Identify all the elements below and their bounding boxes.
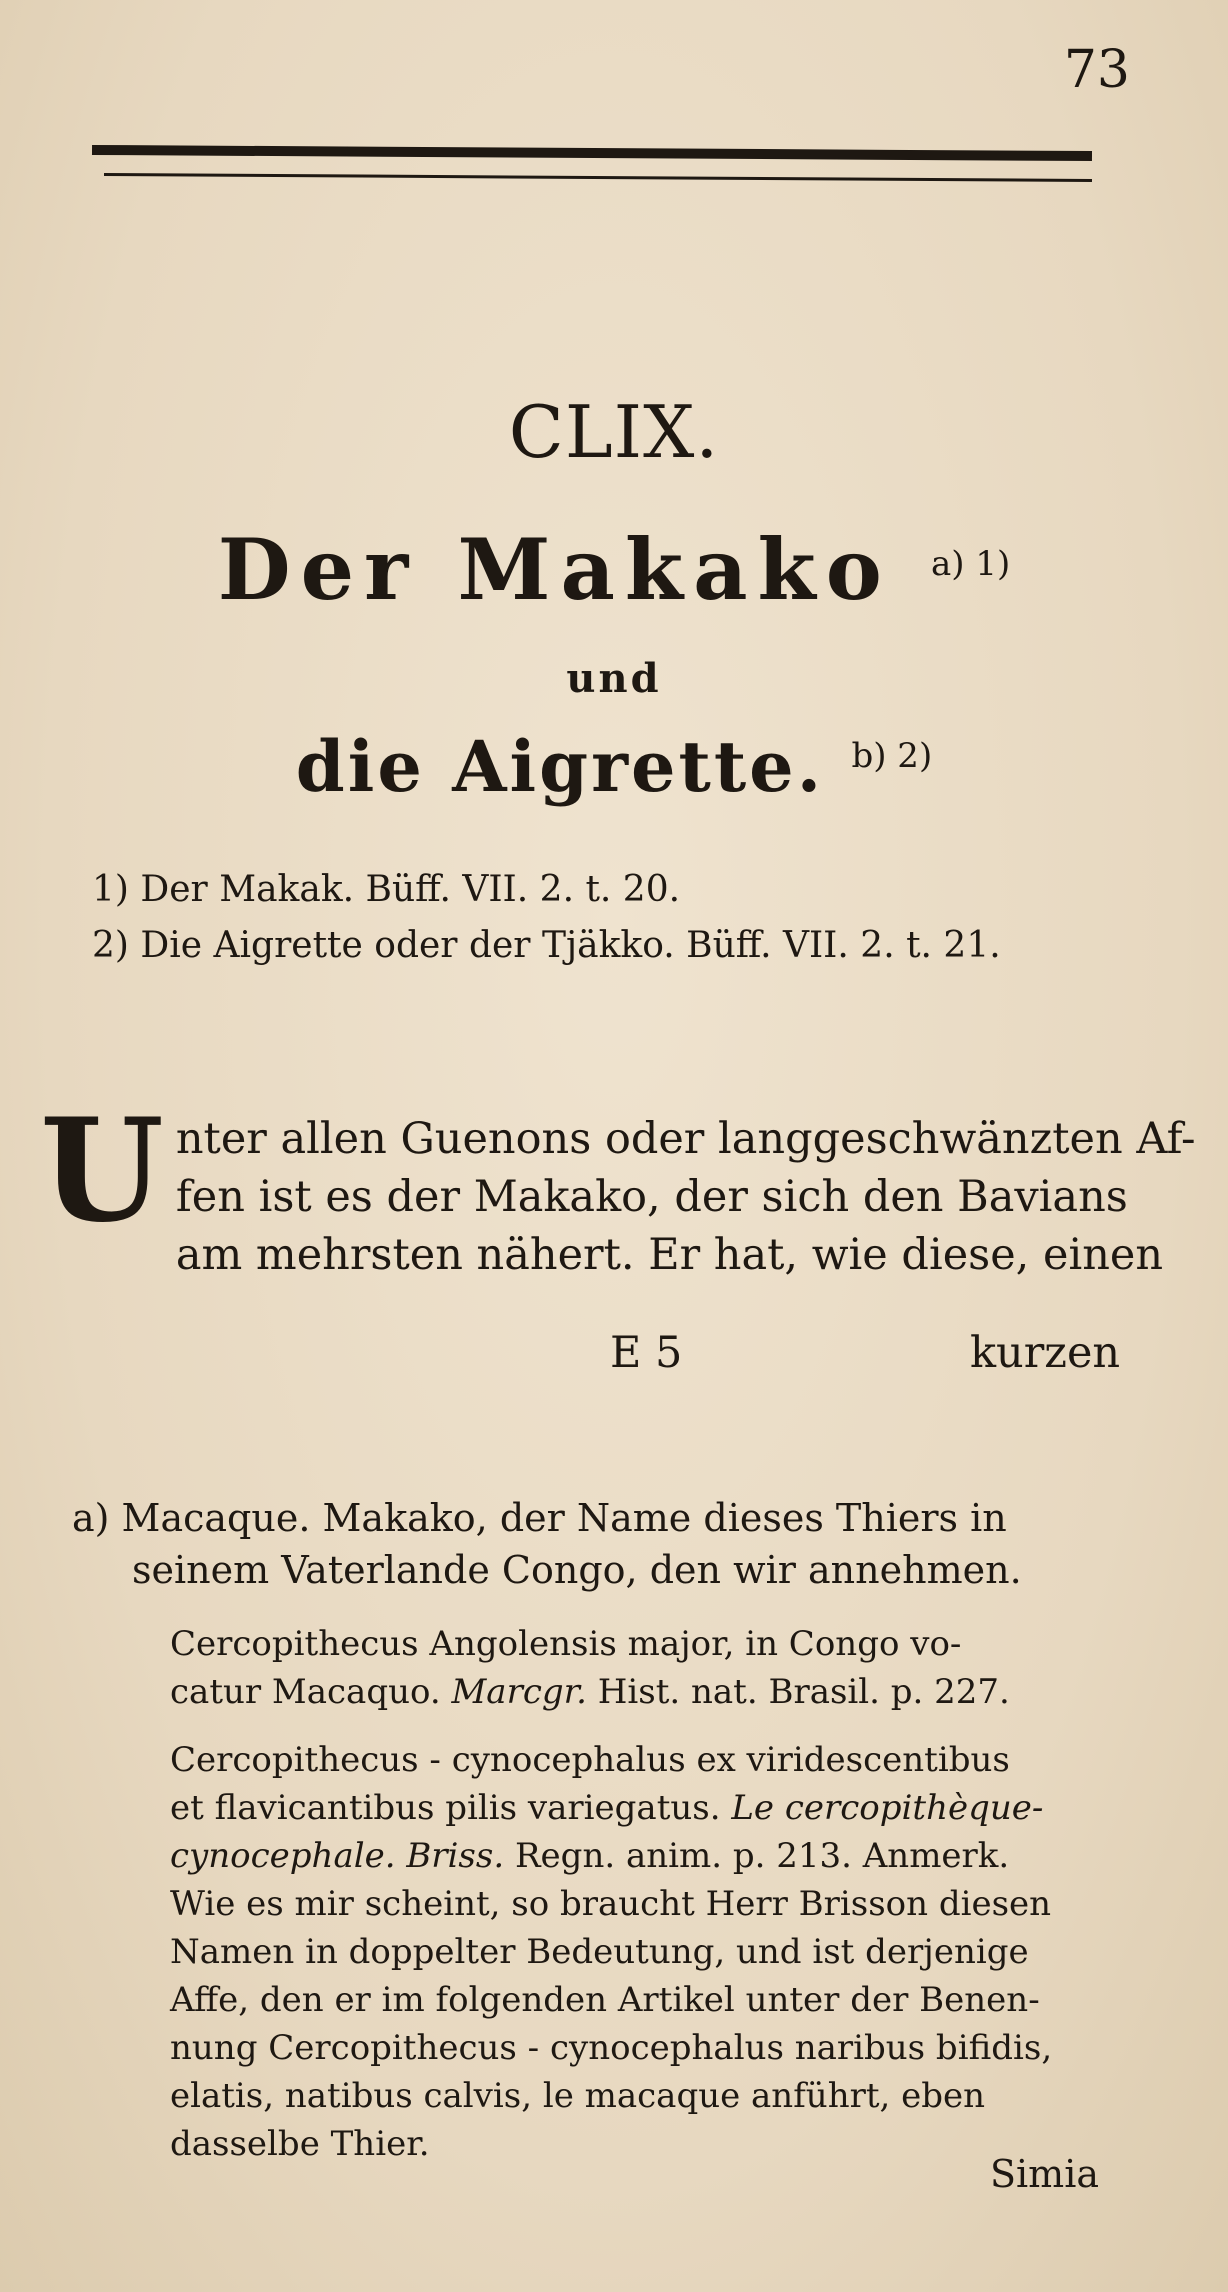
reference-item: 1) Der Makak. Büff. VII. 2. t. 20. [92,869,681,910]
footnote-italic: Le cercopithèque- [731,1788,1044,1828]
footnote-line [170,1668,1112,1716]
drop-cap: U [40,1088,164,1254]
title-aigrette-text: die Aigrette. [295,725,825,808]
header-rule-thick [92,145,1092,161]
footnote-line [170,1832,1112,1880]
footnote-text: catur Macaquo. [170,1672,441,1712]
title-makako [0,520,1228,619]
main-paragraph [40,1088,1196,1284]
text-line: fen ist es der Makako, der sich den Bavians [175,1172,1128,1222]
page-number: 73 [1063,40,1130,100]
chapter-number: CLIX. [508,390,720,474]
title-makako-text: Der Makako [217,520,892,619]
footnote-line: elatis, natibus calvis, le macaque anführt, eben [170,2076,986,2116]
title-und: und [566,655,662,702]
footnote-text: Hist. nat. Brasil. p. 227. [597,1672,1010,1712]
text-line: am mehrsten nähert. Er hat, wie diese, einen [175,1230,1164,1280]
footnotes [72,1492,1112,2168]
footnote-author: Marcgr. [451,1672,587,1712]
catchword: kurzen [970,1328,1121,1378]
signature-mark: E 5 [610,1328,683,1378]
reference-list [92,862,1132,974]
footnote-paragraph-marcgrave [170,1620,1112,1716]
footnote-a [72,1492,1112,1596]
title-aigrette-refs: b) 2) [851,736,933,776]
footnote-line: Namen in doppelter Bedeutung, und ist derjenige [170,1932,1029,1972]
title-makako-refs: a) 1) [931,544,1011,584]
reference-item: 2) Die Aigrette oder der Tjäkko. Büff. VII. 2. t. 21. [92,925,1001,966]
header-rule-thin [104,173,1092,182]
footnote-line: Wie es mir scheint, so braucht Herr Brisson diesen [170,1884,1052,1924]
title-aigrette [0,725,1228,808]
text-line: nter allen Guenons oder langgeschwänzten Af- [175,1114,1196,1164]
footnote-line: Cercopithecus Angolensis major, in Congo vo- [170,1624,962,1664]
footnote-paragraph-brisson [170,1736,1112,2168]
footnote-line: Affe, den er im folgenden Artikel unter der Benen- [170,1980,1040,2020]
footnote-line: a) Macaque. Makako, der Name dieses Thiers in [72,1496,1007,1540]
footnote-line: seinem Vaterlande Congo, den wir annehmen. [132,1548,1022,1592]
bottom-catchword: Simia [990,2152,1100,2196]
footnote-line: Cercopithecus - cynocephalus ex viridescentibus [170,1740,1010,1780]
footnote-line [170,1784,1112,1832]
footnote-italic: cynocephale. Briss. [170,1836,505,1876]
footnote-line: dasselbe Thier. [170,2124,430,2164]
footnote-line: nung Cercopithecus - cynocephalus naribus bifidis, [170,2028,1053,2068]
footnote-text: Regn. anim. p. 213. Anmerk. [514,1836,1010,1876]
footnote-text: et flavicantibus pilis variegatus. [170,1788,721,1828]
signature-row [0,1328,1228,1388]
